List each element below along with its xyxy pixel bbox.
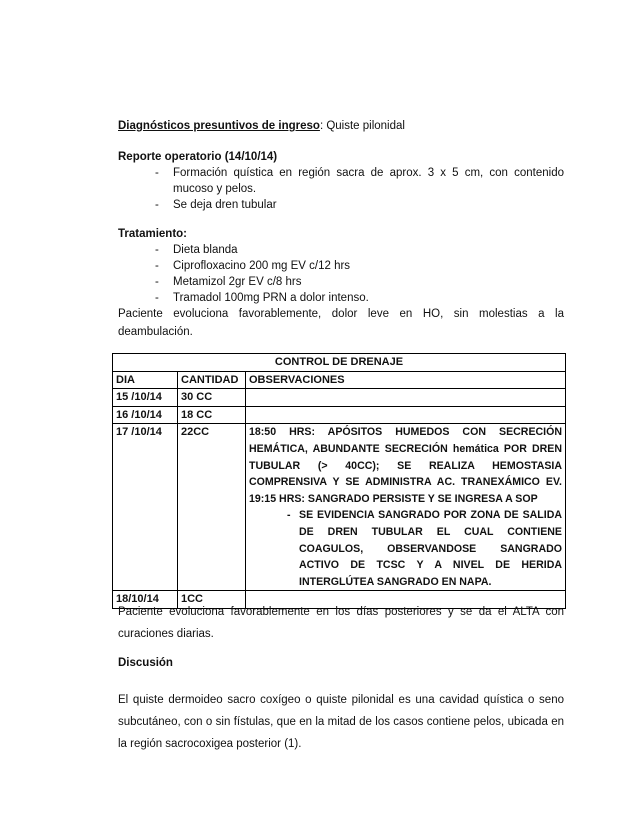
obs-line: 19:15 HRS: SANGRADO PERSISTE Y SE INGRESA A SOP bbox=[249, 492, 538, 505]
control-drenaje-table bbox=[112, 353, 566, 609]
cell-dia: 17 /10/14 bbox=[113, 424, 178, 591]
evolucion-final-line2: curaciones diarias. bbox=[118, 628, 214, 640]
cell-cantidad: 18 CC bbox=[178, 406, 246, 424]
table-row bbox=[113, 389, 566, 407]
diagnostico-label: Diagnósticos presuntivos de ingreso bbox=[118, 120, 320, 132]
cell-dia: 15 /10/14 bbox=[113, 389, 178, 407]
obs-line: TUBULAR (> 40CC); SE REALIZA HEMOSTASIA bbox=[249, 459, 562, 472]
reporte-item-2: Se deja dren tubular bbox=[173, 199, 277, 211]
cell-cantidad: 30 CC bbox=[178, 389, 246, 407]
tratamiento-bullet-2: - bbox=[155, 260, 159, 272]
cell-observaciones bbox=[246, 424, 566, 591]
reporte-bullet-2: - bbox=[155, 199, 159, 211]
obs-sub-line: COAGULOS, OBSERVANDOSE SANGRADO bbox=[299, 542, 562, 555]
table-row bbox=[113, 406, 566, 424]
obs-line: 18:50 HRS: APÓSITOS HUMEDOS CON SECRECIÓN bbox=[249, 426, 562, 439]
obs-sub-line: DE DREN TUBULAR EL CUAL CONTIENE bbox=[299, 525, 562, 538]
cell-observaciones bbox=[246, 406, 566, 424]
tratamiento-bullet-4: - bbox=[155, 292, 159, 304]
tratamiento-bullet-3: - bbox=[155, 276, 159, 288]
discusion-line2: subcutáneo, con o sin fístulas, que en la mitad de los casos contiene pelos, ubicada en bbox=[118, 716, 564, 728]
tratamiento-bullet-1: - bbox=[155, 244, 159, 256]
diagnostico-line bbox=[118, 120, 405, 132]
tratamiento-evolucion-line1: Paciente evoluciona favorablemente, dolor leve en HO, sin molestias a la bbox=[118, 308, 564, 320]
obs-sub-line: ACTIVO DE TCSC Y A NIVEL DE HERIDA bbox=[299, 559, 562, 572]
discusion-line1: El quiste dermoideo sacro coxígeo o quiste pilonidal es una cavidad quística o seno bbox=[118, 694, 564, 706]
reporte-item-1-line1: Formación quística en región sacra de aprox. 3 x 5 cm, con contenido bbox=[173, 167, 564, 179]
evolucion-final-line1: Paciente evoluciona favorablemente en los días posteriores y se da el ALTA con bbox=[118, 606, 564, 618]
header-cantidad: CANTIDAD bbox=[178, 371, 246, 389]
reporte-heading: Reporte operatorio (14/10/14) bbox=[118, 151, 278, 163]
header-dia: DIA bbox=[113, 371, 178, 389]
header-observaciones: OBSERVACIONES bbox=[246, 371, 566, 389]
discusion-heading: Discusión bbox=[118, 657, 173, 669]
tratamiento-item-1: Dieta blanda bbox=[173, 244, 238, 256]
obs-sub-line bbox=[249, 507, 562, 524]
cell-cantidad: 1CC bbox=[178, 591, 246, 609]
obs-sub-line: INTERGLÚTEA SANGRADO EN NAPA. bbox=[299, 575, 492, 588]
obs-line: HEMÁTICA, ABUNDANTE SECRECIÓN hemática POR DREN bbox=[249, 442, 562, 455]
cell-observaciones bbox=[246, 389, 566, 407]
obs-sub-bullet: - bbox=[287, 509, 291, 522]
table-title: CONTROL DE DRENAJE bbox=[113, 354, 566, 372]
tratamiento-item-4: Tramadol 100mg PRN a dolor intenso. bbox=[173, 292, 369, 304]
cell-dia: 18/10/14 bbox=[113, 591, 178, 609]
table-header-row bbox=[113, 371, 566, 389]
cell-cantidad: 22CC bbox=[178, 424, 246, 591]
discusion-line3: la región sacrocoxigea posterior (1). bbox=[118, 738, 302, 750]
cell-dia: 16 /10/14 bbox=[113, 406, 178, 424]
tratamiento-item-2: Ciprofloxacino 200 mg EV c/12 hrs bbox=[173, 260, 351, 272]
obs-line: COMPRENSIVA Y SE ADMINISTRA AC. TRANEXÁMICO EV. bbox=[249, 476, 562, 489]
diagnostico-separator: : bbox=[319, 120, 327, 132]
tratamiento-item-3: Metamizol 2gr EV c/8 hrs bbox=[173, 276, 302, 288]
tratamiento-evolucion-line2: deambulación. bbox=[118, 326, 193, 338]
reporte-bullet-1: - bbox=[155, 167, 159, 179]
diagnostico-value: Quiste pilonidal bbox=[326, 120, 405, 132]
obs-sub-text: SE EVIDENCIA SANGRADO POR ZONA DE SALIDA bbox=[299, 509, 562, 522]
table-title-row bbox=[113, 354, 566, 372]
table-row bbox=[113, 424, 566, 591]
reporte-item-1-line2: mucoso y pelos. bbox=[173, 183, 257, 195]
tratamiento-heading: Tratamiento: bbox=[118, 228, 188, 240]
